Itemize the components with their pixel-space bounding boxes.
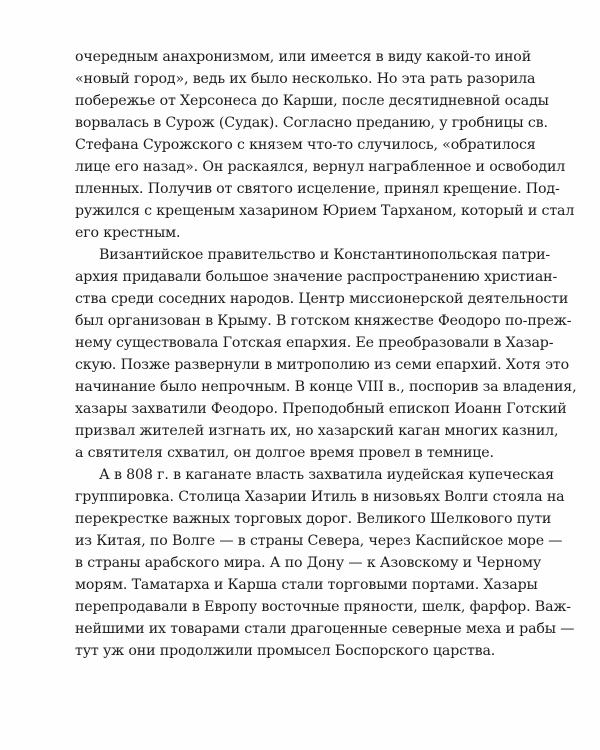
text-line: его крестным. <box>75 225 181 241</box>
text-line: перепродавали в Европу восточные пряности, шелк, фарфор. Важ- <box>75 599 571 615</box>
text-line: пленных. Получив от святого исцеление, принял крещение. Под- <box>75 181 560 197</box>
text-line: хазары захватили Феодоро. Преподобный епископ Иоанн Готский <box>75 401 567 417</box>
text-line: перекрестке важных торговых дорог. Великого Шелкового пути <box>75 511 552 527</box>
text-line: начинание было непрочным. В конце VIII в., поспорив за владения, <box>75 379 577 395</box>
paragraph-first-line: А в 808 г. в каганате власть захватила иудейская купеческая <box>99 467 554 483</box>
text-line: из Китая, по Волге — в страны Севера, через Каспийское море — <box>75 533 563 549</box>
text-line: нему существовала Готская епархия. Ее преобразовали в Хазар- <box>75 335 554 351</box>
text-line: группировка. Столица Хазарии Итиль в низовьях Волги стояла на <box>75 489 565 505</box>
text-line: призвал жителей изгнать их, но хазарский каган многих казнил, <box>75 423 559 439</box>
text-line: тут уж они продолжили промысел Боспорского царства. <box>75 643 496 659</box>
text-line: Стефана Сурожского с князем что-то случилось, «обратилося <box>75 137 536 153</box>
text-line: ства среди соседних народов. Центр миссионерской деятельности <box>75 291 569 307</box>
text-line: ворвалась в Сурож (Судак). Согласно преданию, у гробницы св. <box>75 115 548 131</box>
text-line: архия придавали большое значение распространению христиан- <box>75 269 558 285</box>
text-line: ружился с крещеным хазарином Юрием Тарханом, который и стал <box>75 203 575 219</box>
text-line: был организован в Крыму. В готском княжестве Феодоро по-преж- <box>75 313 572 329</box>
text-line: морям. Таматарха и Карша стали торговыми портами. Хазары <box>75 577 538 593</box>
text-line: скую. Позже развернули в митрополию из семи епархий. Хотя это <box>75 357 569 373</box>
text-line: а святителя схватил, он долгое время провел в темнице. <box>75 445 494 461</box>
text-line: в страны арабского мира. А по Дону — к Азовскому и Черному <box>75 555 542 571</box>
paragraph-first-line: Византийское правительство и Константинопольская патри- <box>99 247 551 263</box>
text-line: нейшими их товарами стали драгоценные северные меха и рабы — <box>75 621 575 637</box>
text-line: «новый город», ведь их было несколько. Но эта рать разорила <box>75 71 536 87</box>
text-line: побережье от Херсонеса до Карши, после десятидневной осады <box>75 93 549 109</box>
text-line: лице его назад». Он раскаялся, вернул награбленное и освободил <box>75 159 566 175</box>
text-line: очередным анахронизмом, или имеется в виду какой-то иной <box>75 49 532 65</box>
